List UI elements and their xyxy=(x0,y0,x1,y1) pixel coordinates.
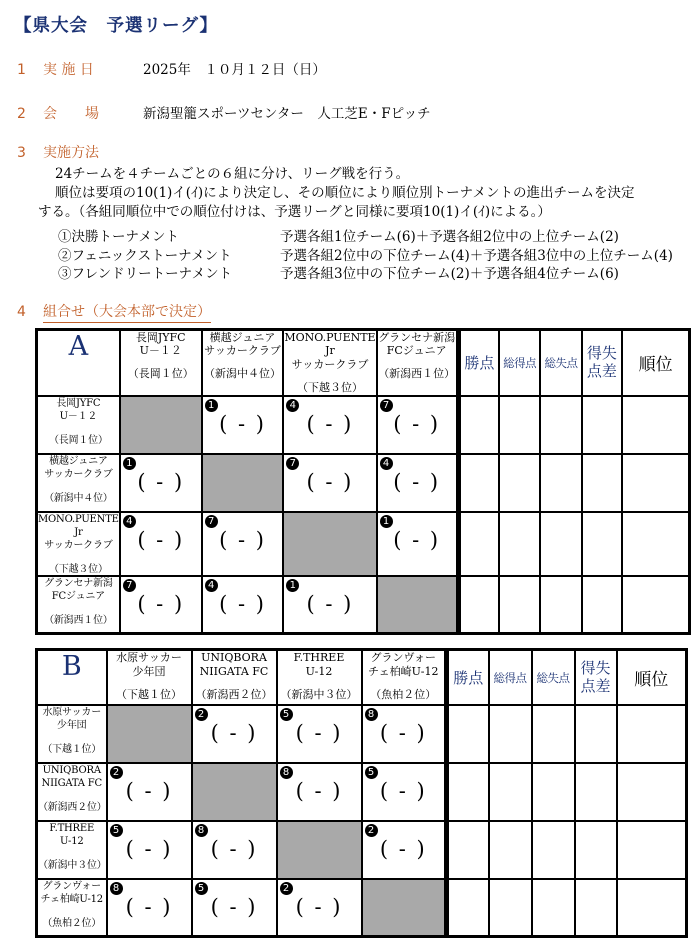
page-title: 【県大会 予選リーグ】 xyxy=(14,16,219,36)
match-cell xyxy=(107,763,192,821)
stat-cell xyxy=(582,396,623,454)
match-number-badge: 2 xyxy=(365,824,378,837)
self-match-cell xyxy=(283,512,376,576)
team-name-line: 少年団 xyxy=(132,665,166,678)
section-number: 3 xyxy=(17,145,26,161)
team-name-line: FCジュニア xyxy=(51,590,105,602)
venue-value: 新潟聖籠スポーツセンター 人工芝E・Fピッチ xyxy=(143,106,431,122)
match-number-badge: 8 xyxy=(195,824,208,837)
stat-header: 得失点差 xyxy=(582,329,623,396)
stat-cell xyxy=(617,705,687,763)
section-venue xyxy=(0,102,691,123)
team-seed: （新潟西２位） xyxy=(38,801,107,813)
match-cell xyxy=(283,576,376,634)
stat-header: 勝点 xyxy=(458,329,499,396)
team-name-line: チェ柏崎U-12 xyxy=(368,665,439,678)
team-name-line: U－１２ xyxy=(139,344,182,358)
team-name-line: サッカークラブ xyxy=(44,539,113,551)
score-placeholder: ( - ) xyxy=(393,411,441,436)
score-placeholder: ( - ) xyxy=(137,469,185,494)
team-seed: （長岡１位） xyxy=(48,434,108,446)
score-placeholder: ( - ) xyxy=(137,591,185,616)
score-placeholder: ( - ) xyxy=(210,894,258,919)
team-name-line: UNIQBORA xyxy=(42,764,101,776)
match-number-badge: 8 xyxy=(110,882,123,895)
stat-cell xyxy=(582,576,623,634)
match-number-badge: 8 xyxy=(365,708,378,721)
score-placeholder: ( - ) xyxy=(125,894,173,919)
team-seed: （新潟中４位） xyxy=(44,492,113,504)
team-seed: （新潟西１位） xyxy=(44,614,113,626)
match-cell xyxy=(192,821,277,879)
stat-header: 順位 xyxy=(617,650,687,705)
match-number-badge: 5 xyxy=(195,882,208,895)
score-placeholder: ( - ) xyxy=(219,527,266,552)
method-line: する。（各組同順位中での順位付けは、予選リーグと同様に要項10(1)イ(ｲ)による。） xyxy=(38,204,551,220)
match-cell xyxy=(377,512,459,576)
match-cell xyxy=(120,512,202,576)
section-pairing xyxy=(0,301,691,323)
team-name-line: 長岡JYFC xyxy=(135,330,186,344)
group-b-container xyxy=(35,648,691,938)
match-cell xyxy=(120,454,202,512)
group-label: A xyxy=(37,329,120,396)
stat-cell xyxy=(499,512,540,576)
match-cell xyxy=(202,396,284,454)
match-cell xyxy=(192,705,277,763)
group-b-league-table xyxy=(35,648,688,938)
section-method xyxy=(0,142,691,162)
tournament-label: ③フレンドリートーナメント xyxy=(58,266,233,282)
team-seed: （新潟中３位） xyxy=(38,859,107,871)
match-number-badge: 2 xyxy=(195,708,208,721)
stat-cell xyxy=(617,763,687,821)
team-name-line: FCジュニア xyxy=(386,344,447,358)
match-cell xyxy=(277,763,362,821)
match-cell xyxy=(277,879,362,937)
team-name-line: MONO.PUENTE Jr xyxy=(38,513,119,538)
section-number: 4 xyxy=(17,303,26,320)
team-name-line: F.THREE xyxy=(293,651,345,665)
team-row-label xyxy=(37,454,120,512)
stat-cell xyxy=(622,454,689,512)
team-name-line: チェ柏崎U-12 xyxy=(40,893,103,905)
match-cell xyxy=(283,454,376,512)
team-name-line: 水原サッカー xyxy=(42,706,102,718)
team-name-line: UNIQBORA xyxy=(201,651,267,665)
stat-cell xyxy=(622,396,689,454)
match-number-badge: 7 xyxy=(380,399,393,412)
stat-cell xyxy=(540,512,581,576)
team-row-label xyxy=(37,705,107,763)
match-cell xyxy=(120,576,202,634)
tournament-row xyxy=(0,265,691,284)
self-match-cell xyxy=(377,576,459,634)
tournament-label: ②フェニックストーナメント xyxy=(58,247,232,264)
method-text xyxy=(0,165,691,284)
stat-cell xyxy=(575,763,617,821)
match-number-badge: 7 xyxy=(123,579,136,592)
team-seed: （新潟中４位） xyxy=(204,367,281,380)
score-placeholder: ( - ) xyxy=(306,411,354,436)
match-number-badge: 5 xyxy=(110,824,123,837)
team-column-header xyxy=(192,650,277,705)
tournament-desc: 予選各組3位中の下位チーム(2)＋予選各組4位チーム(6) xyxy=(280,266,619,282)
match-number-badge: 1 xyxy=(286,579,299,592)
match-number-badge: 8 xyxy=(280,766,293,779)
stat-cell xyxy=(499,454,540,512)
team-column-header xyxy=(277,650,362,705)
match-cell xyxy=(107,879,192,937)
tournament-desc: 予選各組1位チーム(6)＋予選各組2位中の上位チーム(2) xyxy=(280,229,619,245)
team-seed: （長岡１位） xyxy=(127,367,194,380)
team-name-line: NIIGATA FC xyxy=(41,777,102,789)
stat-cell xyxy=(447,821,489,879)
stat-cell xyxy=(532,763,575,821)
self-match-cell xyxy=(362,879,447,937)
team-name-line: 長岡JYFC xyxy=(56,397,101,409)
team-seed: （下越３位） xyxy=(48,563,108,575)
team-name-line: 水原サッカー xyxy=(116,651,182,665)
team-seed: （下越３位） xyxy=(296,380,363,394)
match-cell xyxy=(377,454,459,512)
score-placeholder: ( - ) xyxy=(125,778,173,803)
stat-cell xyxy=(447,879,489,937)
stat-header: 総得点 xyxy=(499,329,540,396)
team-name-line: MONO.PUENTE Jr xyxy=(284,330,376,358)
stat-header: 総失点 xyxy=(540,329,581,396)
match-cell xyxy=(202,576,284,634)
match-cell xyxy=(277,705,362,763)
match-cell xyxy=(362,705,447,763)
stat-cell xyxy=(532,821,575,879)
team-name-line: グランセナ新潟 xyxy=(378,330,456,344)
stat-cell xyxy=(489,763,532,821)
section-label: 実施方法 xyxy=(43,145,99,161)
method-line: 24チームを４チームごとの６組に分け、リーグ戦を行う。 xyxy=(55,166,410,182)
score-placeholder: ( - ) xyxy=(306,469,354,494)
tournament-list xyxy=(0,228,691,284)
team-name-line: 少年団 xyxy=(57,719,87,731)
match-cell xyxy=(362,821,447,879)
stat-cell xyxy=(447,763,489,821)
stat-cell xyxy=(617,821,687,879)
team-seed: （魚柏２位） xyxy=(42,917,102,929)
team-row-label xyxy=(37,512,120,576)
stat-cell xyxy=(532,879,575,937)
team-column-header xyxy=(107,650,192,705)
stat-cell xyxy=(540,396,581,454)
section-date xyxy=(0,58,691,79)
match-cell xyxy=(192,879,277,937)
match-cell xyxy=(107,821,192,879)
group-label: B xyxy=(37,650,107,705)
section-number: 1 xyxy=(17,62,26,78)
team-name-line: 横越ジュニア xyxy=(49,455,108,467)
self-match-cell xyxy=(120,396,202,454)
stat-cell xyxy=(499,576,540,634)
tournament-desc: 予選各組2位中の下位チーム(4)＋予選各組3位中の上位チーム(4) xyxy=(280,247,673,264)
team-seed: （新潟中３位） xyxy=(280,687,358,701)
stat-cell xyxy=(622,512,689,576)
tournament-row xyxy=(0,228,691,247)
team-seed: （新潟西１位） xyxy=(378,367,456,380)
score-placeholder: ( - ) xyxy=(379,836,427,861)
stat-cell xyxy=(622,576,689,634)
score-placeholder: ( - ) xyxy=(137,527,185,552)
match-number-badge: 4 xyxy=(286,399,299,412)
match-number-badge: 7 xyxy=(205,515,218,528)
match-cell xyxy=(362,763,447,821)
stat-cell xyxy=(575,821,617,879)
stat-cell xyxy=(489,821,532,879)
match-number-badge: 5 xyxy=(365,766,378,779)
stat-header: 総得点 xyxy=(489,650,532,705)
stat-header: 得失点差 xyxy=(575,650,617,705)
method-line: 順位は要項の10(1)イ(ｲ)により決定し、その順位により順位別トーナメントの進出チームを決定 xyxy=(55,185,635,201)
score-placeholder: ( - ) xyxy=(295,894,343,919)
score-placeholder: ( - ) xyxy=(219,591,266,616)
tournament-row xyxy=(0,247,691,266)
team-name-line: 横越ジュニア xyxy=(209,330,276,344)
score-placeholder: ( - ) xyxy=(295,778,343,803)
stat-cell xyxy=(489,879,532,937)
team-row-label xyxy=(37,879,107,937)
stat-cell xyxy=(458,396,499,454)
score-placeholder: ( - ) xyxy=(219,411,266,436)
team-column-header xyxy=(120,329,202,396)
team-seed: （魚柏２位） xyxy=(370,687,437,701)
tournament-label: ①決勝トーナメント xyxy=(58,229,179,245)
team-seed: （新潟西２位） xyxy=(195,687,273,701)
stat-cell xyxy=(582,512,623,576)
team-column-header xyxy=(362,650,447,705)
match-number-badge: 2 xyxy=(280,882,293,895)
score-placeholder: ( - ) xyxy=(295,720,343,745)
match-number-badge: 5 xyxy=(280,708,293,721)
team-name-line: サッカークラブ xyxy=(204,344,281,358)
self-match-cell xyxy=(277,821,362,879)
match-number-badge: 4 xyxy=(123,515,136,528)
score-placeholder: ( - ) xyxy=(393,527,441,552)
stat-cell xyxy=(458,512,499,576)
section-label: 実 施 日 xyxy=(43,62,94,78)
match-number-badge: 1 xyxy=(380,515,393,528)
team-name-line: U－１２ xyxy=(59,410,98,422)
team-name-line: グランヴォー xyxy=(42,880,101,892)
score-placeholder: ( - ) xyxy=(379,720,427,745)
team-name-line: F.THREE xyxy=(49,822,95,834)
self-match-cell xyxy=(202,454,284,512)
team-row-label xyxy=(37,576,120,634)
stat-cell xyxy=(540,454,581,512)
group-a-container xyxy=(35,328,691,636)
stat-cell xyxy=(575,879,617,937)
stat-header: 総失点 xyxy=(532,650,575,705)
self-match-cell xyxy=(107,705,192,763)
stat-cell xyxy=(582,454,623,512)
stat-cell xyxy=(458,454,499,512)
team-column-header xyxy=(202,329,284,396)
score-placeholder: ( - ) xyxy=(393,469,441,494)
match-cell xyxy=(202,512,284,576)
team-name-line: サッカークラブ xyxy=(44,468,113,480)
self-match-cell xyxy=(192,763,277,821)
group-a-league-table xyxy=(35,328,691,636)
stat-cell xyxy=(532,705,575,763)
stat-cell xyxy=(540,576,581,634)
match-number-badge: 2 xyxy=(110,766,123,779)
section-label: 会 場 xyxy=(43,106,99,122)
score-placeholder: ( - ) xyxy=(210,836,258,861)
stat-cell xyxy=(499,396,540,454)
score-placeholder: ( - ) xyxy=(306,591,354,616)
team-seed: （下越１位） xyxy=(116,687,182,701)
score-placeholder: ( - ) xyxy=(125,836,173,861)
stat-cell xyxy=(489,705,532,763)
section-label: 組合せ（大会本部で決定） xyxy=(43,301,211,323)
match-number-badge: 1 xyxy=(205,399,218,412)
match-cell xyxy=(377,396,459,454)
stat-cell xyxy=(458,576,499,634)
score-placeholder: ( - ) xyxy=(379,778,427,803)
stat-header: 順位 xyxy=(622,329,689,396)
stat-cell xyxy=(575,705,617,763)
section-number: 2 xyxy=(17,106,26,122)
team-row-label xyxy=(37,763,107,821)
match-number-badge: 7 xyxy=(286,457,299,470)
stat-cell xyxy=(617,879,687,937)
stat-cell xyxy=(447,705,489,763)
date-value: 2025年 １０月１２日（日） xyxy=(143,62,326,78)
match-number-badge: 4 xyxy=(205,579,218,592)
team-name-line: NIIGATA FC xyxy=(199,665,269,678)
team-row-label xyxy=(37,396,120,454)
team-name-line: U-12 xyxy=(305,665,333,678)
team-column-header xyxy=(283,329,376,396)
score-placeholder: ( - ) xyxy=(210,720,258,745)
team-seed: （下越１位） xyxy=(42,743,102,755)
match-number-badge: 1 xyxy=(123,457,136,470)
team-name-line: グランセナ新潟 xyxy=(44,577,113,589)
team-name-line: グランヴォー xyxy=(370,651,437,665)
match-number-badge: 4 xyxy=(380,457,393,470)
team-name-line: U-12 xyxy=(59,835,84,847)
team-row-label xyxy=(37,821,107,879)
stat-header: 勝点 xyxy=(447,650,489,705)
team-column-header xyxy=(377,329,459,396)
match-cell xyxy=(283,396,376,454)
team-name-line: サッカークラブ xyxy=(291,358,369,371)
